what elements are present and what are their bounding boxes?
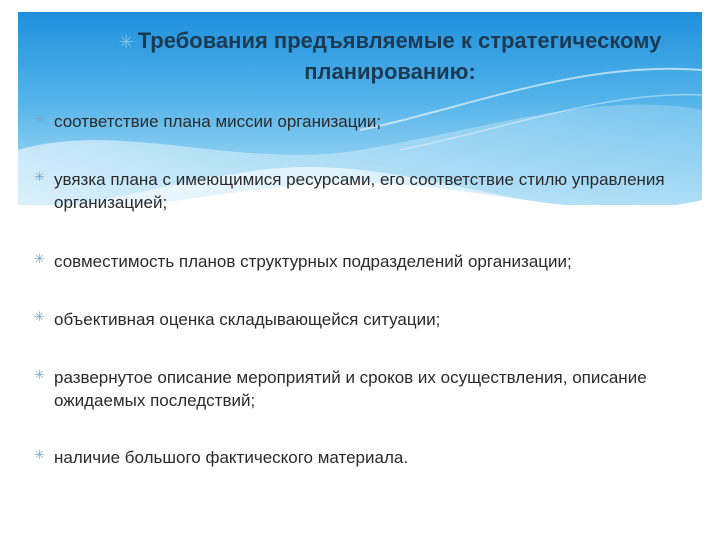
slide: ✳ Требования предъявляемые к стратегическому планированию: ✳ соответствие плана миссии организации; ✳ увязка плана с имеющимися ресурсами, его соответствие стилю управления организацией; ✳ совместимость планов структурных подразделений организации; ✳ объективная оценка складывающейся ситуации; ✳ развернутое описание мероприятий и сроков их осуществления, описание ожидаемых последствий; ✳ наличие большого фактического материала.: [0, 0, 720, 540]
asterisk-icon: ✳: [34, 368, 45, 383]
slide-title: ✳ Требования предъявляемые к стратегическому планированию:: [118, 28, 662, 84]
asterisk-icon: ✳: [118, 32, 134, 52]
asterisk-icon: ✳: [34, 170, 45, 185]
asterisk-icon: ✳: [34, 112, 45, 127]
asterisk-icon: ✳: [34, 310, 45, 325]
asterisk-icon: ✳: [34, 252, 45, 267]
asterisk-icon: ✳: [34, 448, 45, 463]
